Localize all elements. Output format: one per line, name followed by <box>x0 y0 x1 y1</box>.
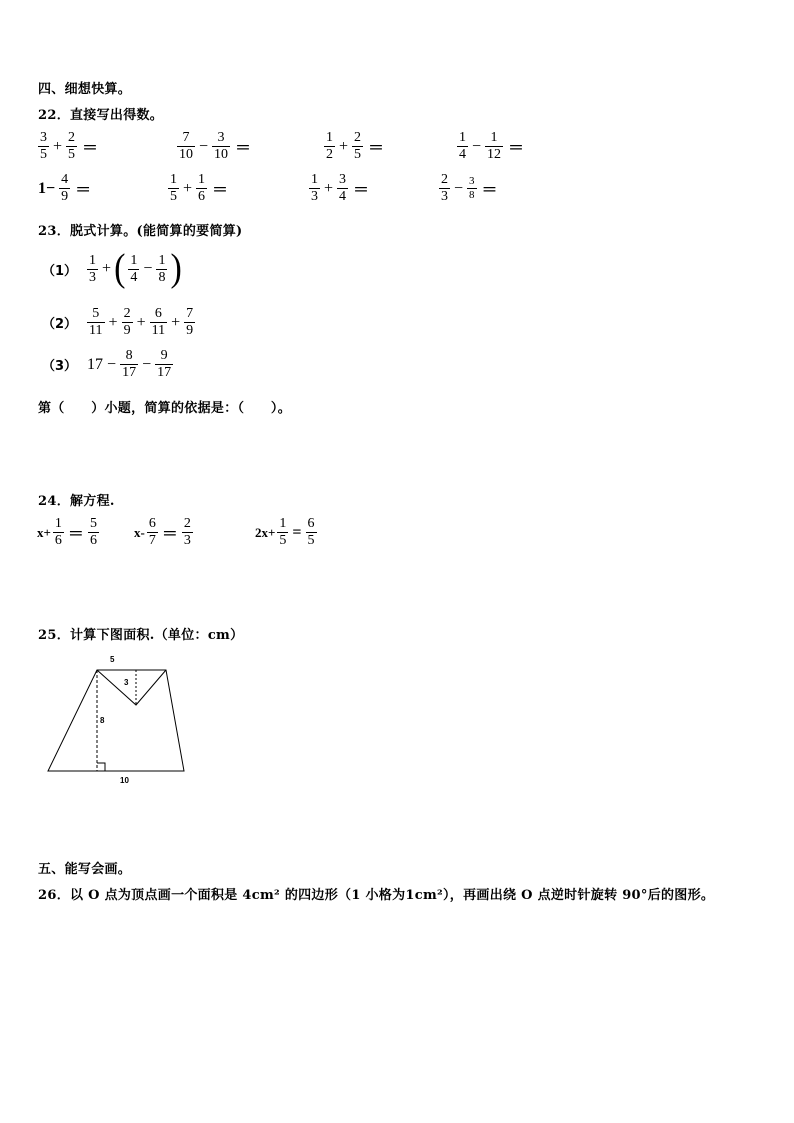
q23-title: 23．脱式计算。(能简算的要简算) <box>38 224 243 239</box>
q26-title: 26．以 O 点为顶点画一个面积是 4cm² 的四边形（1 小格为1cm²），再画出绕 O 点逆时针旋转 90°后的图形。 <box>38 888 715 903</box>
q25-title: 25．计算下图面积.（单位：cm） <box>38 628 244 643</box>
q23-part3: （3） 17 − $\frac{8}{17}$ − $\frac{9}{17}$ <box>42 348 172 380</box>
q22-r1-item2: $\frac{7}{10}$ − $\frac{3}{10}$ ＝ <box>179 130 252 162</box>
q24-eq3: 2x+ $\frac{1}{5}$ = $\frac{6}{5}$ <box>255 516 315 548</box>
section-4-title: 四、细想快算。 <box>38 82 132 97</box>
q23-note: 第（ ）小题，简算的依据是：（ ）。 <box>38 401 292 416</box>
q24-eq1: x+ $\frac{1}{6}$ ＝ $\frac{5}{6}$ <box>37 516 97 548</box>
q22-r2-item3: $\frac{1}{3}$ + $\frac{3}{4}$ ＝ <box>311 172 370 204</box>
q22-r1-item4: $\frac{1}{4}$ − $\frac{1}{12}$ ＝ <box>459 130 525 162</box>
notch-v <box>97 670 166 705</box>
label-bottom: 10 <box>120 776 129 785</box>
q22-r2-item2: $\frac{1}{5}$ + $\frac{1}{6}$ ＝ <box>170 172 229 204</box>
q22-r1-item3: $\frac{1}{2}$ + $\frac{2}{5}$ ＝ <box>326 130 385 162</box>
q22-r2-item4: $\frac{2}{3}$ − $\frac{3}{8}$ ＝ <box>441 172 498 204</box>
right-angle-mark <box>97 763 105 771</box>
q22-r2-item1: 1− $\frac{4}{9}$ ＝ <box>38 172 92 204</box>
label-height: 8 <box>100 716 105 725</box>
label-notch: 3 <box>124 678 129 687</box>
q24-eq2: x- $\frac{6}{7}$ ＝ $\frac{2}{3}$ <box>134 516 191 548</box>
section-5-title: 五、能写会画。 <box>38 862 132 877</box>
q25-figure <box>40 650 200 790</box>
q23-part1: （1） $\frac{1}{3}$ + ( $\frac{1}{4}$ − $\frac{1}{8}$ ) <box>42 247 182 290</box>
q24-title: 24．解方程. <box>38 494 115 509</box>
trapezoid-outline <box>48 670 184 771</box>
q22-title: 22．直接写出得数。 <box>38 108 164 123</box>
q23-part2: （2） $\frac{5}{11}$ + $\frac{2}{9}$ + $\frac{6}{11}$ + $\frac{7}{9}$ <box>42 306 194 338</box>
q22-r1-item1: $\frac{3}{5}$ + $\frac{2}{5}$ ＝ <box>40 130 99 162</box>
label-top: 5 <box>110 655 115 664</box>
